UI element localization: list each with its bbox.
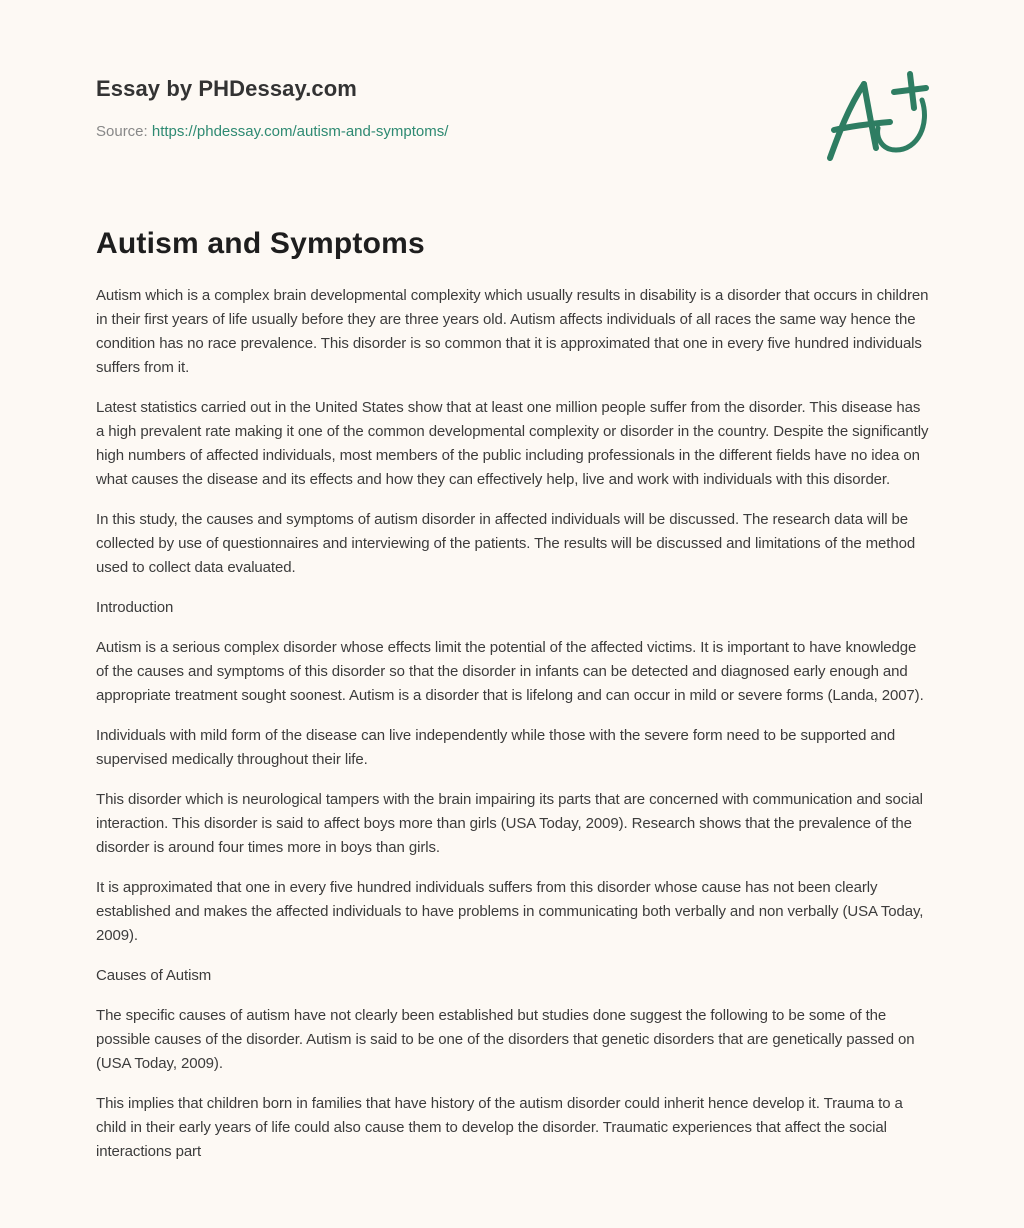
a-plus-grade-icon	[818, 66, 934, 170]
paragraph: Autism which is a complex brain developmental complexity which usually results in disability is a disorder that occurs in children in their first years of life usually before they are three years old. Autism affects individuals of all races the same way hence the condition has no race prevalence. This disorder is so common that it is approximated that one in every five hundred individuals suffers from it.	[96, 287, 929, 376]
paragraph: It is approximated that one in every five hundred individuals suffers from this disorder whose cause has not been clearly established and makes the affected individuals to have problems in communicating both verbally and non verbally (USA Today, 2009).	[96, 879, 924, 944]
paragraph: Individuals with mild form of the disease can live independently while those with the severe form need to be supported and supervised medically throughout their life.	[96, 727, 896, 768]
paragraph: This disorder which is neurological tampers with the brain impairing its parts that are concerned with communication and social interaction. This disorder is said to affect boys more than girls (USA Today, 2009). Research shows that the prevalence of the disorder is around four times more in boys than girls.	[96, 791, 923, 856]
essay-header	[96, 74, 796, 142]
source-link[interactable]: https://phdessay.com/autism-and-symptoms/	[151, 123, 449, 140]
source-label: Source:	[96, 123, 148, 140]
paragraph: This implies that children born in families that have history of the autism disorder could inherit hence develop it. Trauma to a child in their early years of life could also cause them to develop the disorder. Traumatic experiences that affect the social interactions part	[96, 1095, 903, 1160]
paragraph: The specific causes of autism have not clearly been established but studies done suggest the following to be some of the possible causes of the disorder. Autism is said to be one of the disorders that genetic disorders that are genetically passed on (USA Today, 2009).	[96, 1007, 915, 1072]
page-title: Autism and Symptoms	[96, 227, 425, 260]
paragraph: Autism is a serious complex disorder whose effects limit the potential of the affected victims. It is important to have knowledge of the causes and symptoms of this disorder so that the disorder in infants can be detected and diagnosed early enough and appropriate treatment sought soonest. Autism is a disorder that is lifelong and can occur in mild or severe forms (Landa, 2007).	[96, 639, 924, 704]
paragraph: Latest statistics carried out in the United States show that at least one million people suffer from the disorder. This disease has a high prevalent rate making it one of the common developmental complexity or disorder in the country. Despite the significantly high numbers of affected individuals, most members of the public including professionals in the different fields have no idea on what causes the disease and its effects and how they can effectively help, live and work with individuals with this disorder.	[96, 399, 929, 488]
section-heading-introduction: Introduction	[96, 599, 174, 616]
paragraph: In this study, the causes and symptoms of autism disorder in affected individuals will be discussed. The research data will be collected by use of questionnaires and interviewing of the patients. The results will be discussed and limitations of the method used to collect data evaluated.	[96, 511, 916, 576]
section-heading-causes: Causes of Autism	[96, 967, 212, 984]
source-line	[96, 122, 796, 142]
site-title: Essay by PHDessay.com	[96, 76, 357, 101]
essay-body	[96, 284, 932, 1180]
